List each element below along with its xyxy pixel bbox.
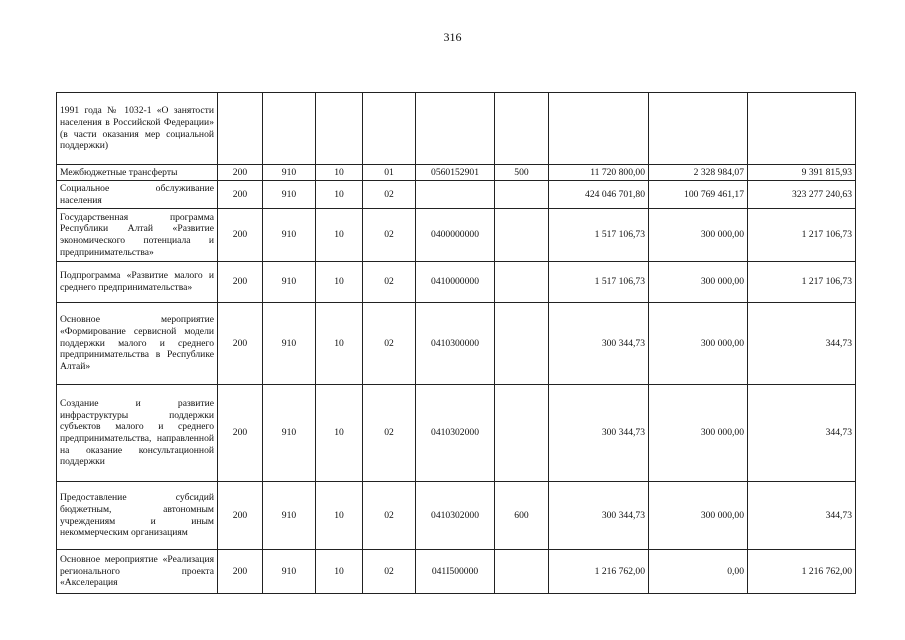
target-article-cell <box>416 93 495 165</box>
section-cell: 10 <box>316 262 363 303</box>
amount-cell: 300 000,00 <box>649 482 748 550</box>
subsection-cell <box>363 93 416 165</box>
row-name: 1991 года № 1032-1 «О занятости населения в Российской Федерации» (в части оказания мер социальной поддержки) <box>57 93 218 165</box>
expense-type-cell <box>495 303 549 385</box>
subsection-cell: 02 <box>363 385 416 482</box>
row-name: Межбюджетные трансферты <box>57 165 218 181</box>
amount-cell: 100 769 461,17 <box>649 181 748 209</box>
expense-type-cell <box>495 385 549 482</box>
amount-cell: 0,00 <box>649 550 748 594</box>
amount-cell: 300 344,73 <box>549 482 649 550</box>
amount-cell: 11 720 800,00 <box>549 165 649 181</box>
row-name: Подпрограмма «Развитие малого и среднего предпринимательства» <box>57 262 218 303</box>
budget-table <box>56 92 856 594</box>
grbs-cell: 200 <box>218 482 263 550</box>
subsection-cell: 02 <box>363 482 416 550</box>
section-cell <box>316 93 363 165</box>
amount-cell <box>549 93 649 165</box>
expense-type-cell <box>495 181 549 209</box>
subsection-cell: 02 <box>363 262 416 303</box>
subsection-cell: 02 <box>363 181 416 209</box>
amount-cell: 300 000,00 <box>649 385 748 482</box>
code-cell <box>263 93 316 165</box>
grbs-cell: 200 <box>218 385 263 482</box>
target-article-cell <box>416 181 495 209</box>
expense-type-cell <box>495 550 549 594</box>
amount-cell: 344,73 <box>748 303 856 385</box>
code-cell: 910 <box>263 482 316 550</box>
amount-cell: 9 391 815,93 <box>748 165 856 181</box>
code-cell: 910 <box>263 303 316 385</box>
code-cell: 910 <box>263 181 316 209</box>
row-name: Государственная программа Республики Алтай «Развитие экономического потенциала и предпринимательства» <box>57 209 218 262</box>
amount-cell: 1 217 106,73 <box>748 209 856 262</box>
amount-cell: 300 000,00 <box>649 303 748 385</box>
target-article-cell: 0410000000 <box>416 262 495 303</box>
grbs-cell: 200 <box>218 209 263 262</box>
row-name: Основное мероприятие «Формирование сервисной модели поддержки малого и среднего предпринимательства в Республике Алтай» <box>57 303 218 385</box>
table-row <box>57 165 856 181</box>
code-cell: 910 <box>263 209 316 262</box>
expense-type-cell <box>495 262 549 303</box>
section-cell: 10 <box>316 482 363 550</box>
target-article-cell: 0400000000 <box>416 209 495 262</box>
grbs-cell: 200 <box>218 550 263 594</box>
table-row <box>57 181 856 209</box>
target-article-cell: 041I500000 <box>416 550 495 594</box>
row-name: Предоставление субсидий бюджетным, автономным учреждениям и иным некоммерческим организациям <box>57 482 218 550</box>
subsection-cell: 02 <box>363 209 416 262</box>
amount-cell: 300 344,73 <box>549 385 649 482</box>
subsection-cell: 01 <box>363 165 416 181</box>
section-cell: 10 <box>316 550 363 594</box>
table-row <box>57 482 856 550</box>
table-row <box>57 385 856 482</box>
grbs-cell: 200 <box>218 303 263 385</box>
expense-type-cell <box>495 209 549 262</box>
expense-type-cell: 600 <box>495 482 549 550</box>
amount-cell: 1 216 762,00 <box>549 550 649 594</box>
amount-cell: 300 000,00 <box>649 262 748 303</box>
section-cell: 10 <box>316 165 363 181</box>
target-article-cell: 0410300000 <box>416 303 495 385</box>
section-cell: 10 <box>316 303 363 385</box>
subsection-cell: 02 <box>363 550 416 594</box>
amount-cell: 344,73 <box>748 385 856 482</box>
section-cell: 10 <box>316 209 363 262</box>
code-cell: 910 <box>263 165 316 181</box>
code-cell: 910 <box>263 262 316 303</box>
section-cell: 10 <box>316 385 363 482</box>
grbs-cell: 200 <box>218 165 263 181</box>
subsection-cell: 02 <box>363 303 416 385</box>
table-row <box>57 550 856 594</box>
expense-type-cell: 500 <box>495 165 549 181</box>
amount-cell: 2 328 984,07 <box>649 165 748 181</box>
grbs-cell: 200 <box>218 181 263 209</box>
row-name: Социальное обслуживание населения <box>57 181 218 209</box>
expense-type-cell <box>495 93 549 165</box>
amount-cell: 300 344,73 <box>549 303 649 385</box>
amount-cell: 1 217 106,73 <box>748 262 856 303</box>
section-cell: 10 <box>316 181 363 209</box>
amount-cell: 323 277 240,63 <box>748 181 856 209</box>
code-cell: 910 <box>263 385 316 482</box>
amount-cell: 1 517 106,73 <box>549 262 649 303</box>
amount-cell: 344,73 <box>748 482 856 550</box>
amount-cell: 1 216 762,00 <box>748 550 856 594</box>
row-name: Создание и развитие инфраструктуры поддержки субъектов малого и среднего предпринимательства, направленной на оказание консультационной поддержки <box>57 385 218 482</box>
table-row <box>57 209 856 262</box>
grbs-cell: 200 <box>218 262 263 303</box>
page-number: 316 <box>443 30 462 44</box>
table-row <box>57 303 856 385</box>
target-article-cell: 0410302000 <box>416 482 495 550</box>
table-row <box>57 93 856 165</box>
table-row <box>57 262 856 303</box>
amount-cell <box>748 93 856 165</box>
amount-cell <box>649 93 748 165</box>
target-article-cell: 0560152901 <box>416 165 495 181</box>
amount-cell: 1 517 106,73 <box>549 209 649 262</box>
amount-cell: 300 000,00 <box>649 209 748 262</box>
code-cell: 910 <box>263 550 316 594</box>
grbs-cell <box>218 93 263 165</box>
row-name: Основное мероприятие «Реализация регионального проекта «Акселерация <box>57 550 218 594</box>
target-article-cell: 0410302000 <box>416 385 495 482</box>
amount-cell: 424 046 701,80 <box>549 181 649 209</box>
